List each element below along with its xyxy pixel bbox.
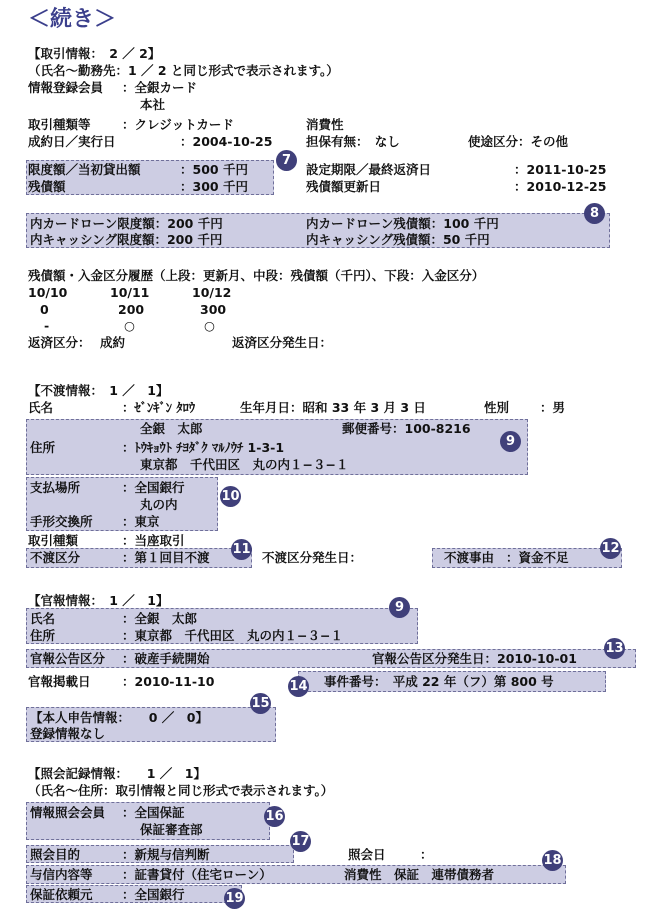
badge-13: 13 — [604, 638, 625, 659]
fuwatari-name-label: 氏名 — [28, 400, 54, 415]
fuwatari-address-kanji: 東京都 千代田区 丸の内１−３−１ — [140, 457, 349, 472]
member-branch: 本社 — [140, 97, 166, 112]
torihiki-note: （氏名～勤務先：1 ／ 2 と同じ形式で表示されます。） — [28, 63, 339, 78]
type-label: 取引種類等 — [28, 117, 91, 132]
term-label: 設定期限／最終返済日 — [306, 162, 432, 177]
card-loan-limit: 内カードローン限度額：200 千円 — [30, 216, 223, 231]
card-loan-balance: 内カードローン残債額：100 千円 — [306, 216, 499, 231]
kanpo-name-value: ：全銀 太郎 — [122, 611, 198, 626]
kanpo-name-label: 氏名 — [30, 611, 56, 626]
shokai-date-label: 照会日 — [348, 847, 386, 862]
badge-15: 15 — [250, 693, 271, 714]
limit-label: 限度額／当初貸出額 — [28, 162, 141, 177]
fuwatari-gender-value: ：男 — [540, 400, 566, 415]
balance-label: 残債額 — [28, 179, 66, 194]
shokai-note: （氏名～住所：取引情報と同じ形式で表示されます。） — [28, 783, 334, 798]
fuwatari-type-label: 取引種類 — [28, 533, 79, 548]
fuwatari-reason-value: ：資金不足 — [506, 550, 569, 565]
kanpo-address-value: ：東京都 千代田区 丸の内１−３−１ — [122, 628, 343, 643]
shokai-purpose-value: ：新規与信判断 — [122, 847, 210, 862]
shokai-member-dept: 保証審査部 — [140, 822, 203, 837]
badge-16: 16 — [264, 806, 285, 827]
pay-place-value: ：全国銀行 — [122, 480, 185, 495]
history-status: ○ — [124, 318, 135, 333]
repay-value: 成約 — [100, 335, 126, 350]
pay-place-label: 支払場所 — [30, 480, 81, 495]
update-label: 残債額更新日 — [306, 179, 382, 194]
type-value: ：クレジットカード — [122, 117, 234, 132]
shokai-purpose-label: 照会目的 — [30, 847, 81, 862]
kanpo-kubun-value: ：破産手続開始 — [122, 651, 210, 666]
fuwatari-address-label: 住所 — [30, 440, 56, 455]
torihiki-header: 【取引情報： 2 ／ 2】 — [28, 46, 161, 61]
shokai-date-value: ： — [420, 847, 433, 862]
case-number: 事件番号： 平成 22 年（フ）第 800 号 — [324, 674, 554, 689]
badge-14: 14 — [288, 676, 309, 697]
fuwatari-type-value: ：当座取引 — [122, 533, 185, 548]
history-amount: 0 — [40, 302, 49, 317]
history-status: - — [44, 318, 50, 333]
history-status: ○ — [204, 318, 215, 333]
kanpo-address-label: 住所 — [30, 628, 56, 643]
history-month: 10/12 — [192, 285, 232, 300]
kanpo-published-value: ：2010-11-10 — [122, 674, 215, 689]
history-title: 残債額・入金区分履歴（上段：更新月、中段：残債額（千円）、下段：入金区分） — [28, 268, 485, 283]
date-label: 成約日／実行日 — [28, 134, 116, 149]
kanpo-published-label: 官報掲載日 — [28, 674, 91, 689]
limit-value: ：500 千円 — [180, 162, 248, 177]
update-value: ：2010-12-25 — [514, 179, 607, 194]
fuwatari-header: 【不渡情報： 1 ／ 1】 — [28, 383, 169, 398]
shokai-content-tags: 消費性 保証 連帯債務者 — [344, 867, 495, 882]
badge-10: 10 — [220, 486, 241, 507]
cashing-balance: 内キャッシング残債額：50 千円 — [306, 232, 490, 247]
member-value: ：全銀カード — [122, 80, 198, 95]
term-value: ：2011-10-25 — [514, 162, 607, 177]
pay-place-branch: 丸の内 — [140, 497, 178, 512]
kanpo-header: 【官報情報： 1 ／ 1】 — [28, 593, 169, 608]
repay-label: 返済区分： — [28, 335, 91, 350]
badge-7: 7 — [276, 150, 297, 171]
badge-18: 18 — [542, 850, 563, 871]
collateral: 担保有無： なし — [306, 134, 400, 149]
exchange-label: 手形交換所 — [30, 514, 93, 529]
shokai-content-label: 与信内容等 — [30, 867, 93, 882]
honnin-header: 【本人申告情報： 0 ／ 0】 — [30, 710, 208, 725]
badge-17: 17 — [290, 831, 311, 852]
shokai-content-value: ：証書貸付（住宅ローン） — [122, 867, 272, 882]
usage: 使途区分：その他 — [468, 134, 569, 149]
fuwatari-birth: 生年月日：昭和 33 年 3 月 3 日 — [240, 400, 426, 415]
badge-8: 8 — [584, 203, 605, 224]
balance-value: ：300 千円 — [180, 179, 248, 194]
shokai-requester-label: 保証依頼元 — [30, 887, 93, 902]
kanpo-kubun-label: 官報公告区分 — [30, 651, 106, 666]
honnin-value: 登録情報なし — [30, 726, 106, 741]
fuwatari-name-kana: ：ｾﾞﾝｷﾞﾝ ﾀﾛｳ — [122, 400, 196, 415]
badge-19: 19 — [224, 888, 245, 909]
date-value: ：2004-10-25 — [180, 134, 273, 149]
shokai-member-label: 情報照会会員 — [30, 805, 106, 820]
history-month: 10/11 — [110, 285, 150, 300]
member-label: 情報登録会員 — [28, 80, 104, 95]
fuwatari-gender-label: 性別 — [484, 400, 510, 415]
fuwatari-name-kanji: 全銀 太郎 — [140, 421, 203, 436]
fuwatari-kubun-label: 不渡区分 — [30, 550, 81, 565]
page-title: ＜続き＞ — [28, 7, 117, 32]
history-amount: 200 — [118, 302, 145, 317]
fuwatari-kubun-value: ：第１回目不渡 — [122, 550, 210, 565]
history-month: 10/10 — [28, 285, 68, 300]
fuwatari-reason-label: 不渡事由 — [444, 550, 495, 565]
badge-9: 9 — [389, 597, 410, 618]
fuwatari-kubun-date-label: 不渡区分発生日： — [262, 550, 363, 565]
exchange-value: ：東京 — [122, 514, 160, 529]
badge-11: 11 — [231, 539, 252, 560]
kanpo-kubun-date: 官報公告区分発生日：2010-10-01 — [372, 651, 577, 666]
badge-12: 12 — [600, 538, 621, 559]
history-amount: 300 — [200, 302, 227, 317]
badge-9: 9 — [500, 431, 521, 452]
shokai-header: 【照会記録情報： 1 ／ 1】 — [28, 766, 206, 781]
shokai-member-value: ：全国保証 — [122, 805, 185, 820]
fuwatari-address-kana: ：ﾄｳｷｮｳﾄ ﾁﾖﾀﾞｸ ﾏﾙﾉｳﾁ 1-3-1 — [122, 440, 285, 455]
cashing-limit: 内キャッシング限度額：200 千円 — [30, 232, 223, 247]
repay-date-label: 返済区分発生日： — [232, 335, 333, 350]
shokai-requester-value: ：全国銀行 — [122, 887, 185, 902]
consumer-label: 消費性 — [306, 117, 344, 132]
fuwatari-postal: 郵便番号：100-8216 — [342, 421, 471, 436]
